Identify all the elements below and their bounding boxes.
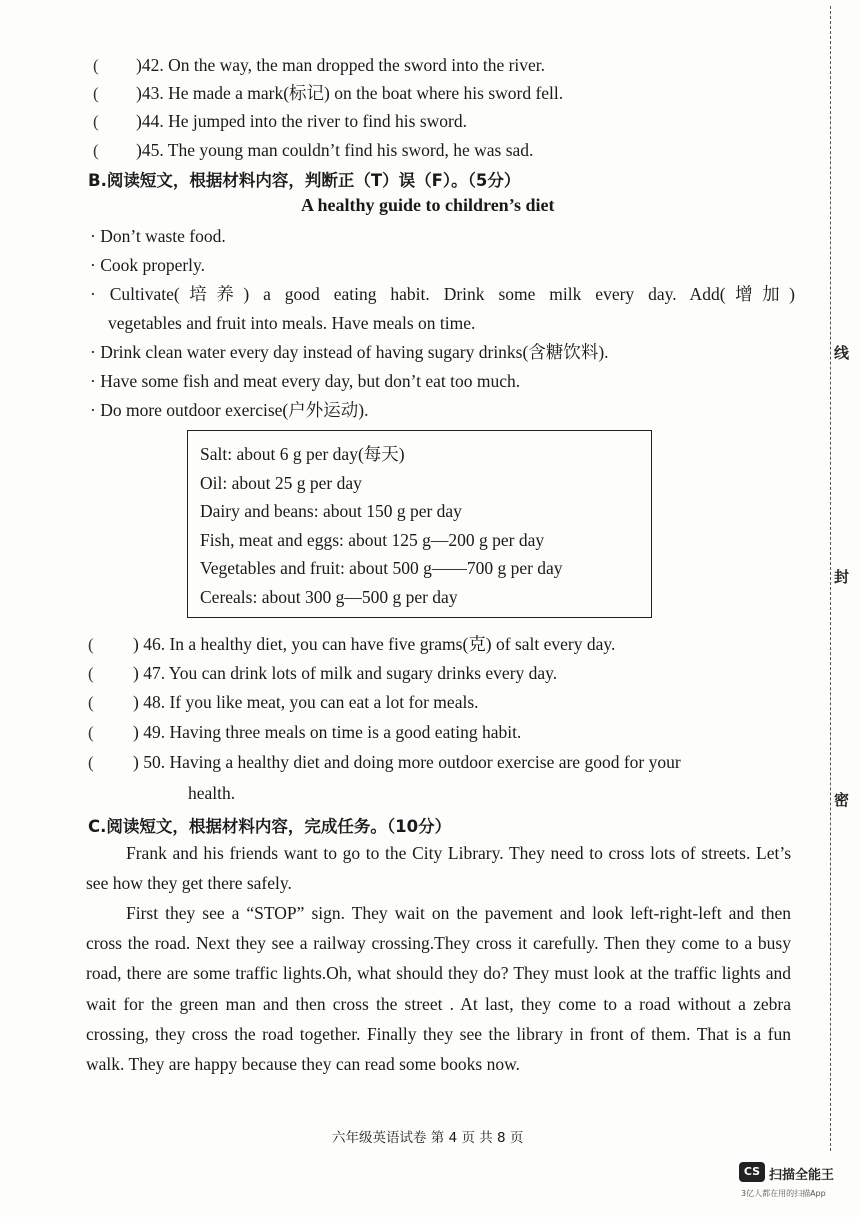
margin-mark-xian: 线 (834, 344, 850, 362)
camscanner-name: 扫描全能王 (769, 1168, 835, 1183)
answer-paren[interactable]: ( (88, 664, 94, 683)
passage-title: A healthy guide to children’s diet (301, 195, 555, 215)
box-line-dairy: Dairy and beans: about 150 g per day (200, 501, 462, 521)
question-43: )43. He made a mark(标记) on the boat where his sword fell. (136, 83, 564, 103)
binding-dash-line (830, 6, 831, 1151)
question-47: ) 47. You can drink lots of milk and sugary drinks every day. (133, 663, 558, 683)
question-48: ) 48. If you like meat, you can eat a lot for meals. (133, 692, 479, 712)
question-46: ) 46. In a healthy diet, you can have five grams(克) of salt every day. (133, 634, 616, 654)
guide-item: · Do more outdoor exercise(户外运动). (90, 400, 369, 420)
question-42: )42. On the way, the man dropped the sword into the river. (136, 55, 546, 75)
box-line-salt: Salt: about 6 g per day(每天) (200, 444, 405, 464)
section-c-heading: C.阅读短文，根据材料内容，完成任务。（10分） (88, 817, 452, 836)
answer-paren[interactable]: ( (88, 753, 94, 772)
box-line-cereals: Cereals: about 300 g—500 g per day (200, 586, 458, 607)
box-line-oil: Oil: about 25 g per day (200, 472, 362, 493)
box-line-fish: Fish, meat and eggs: about 125 g—200 g per day (200, 529, 545, 550)
diet-info-box (187, 430, 652, 618)
answer-paren[interactable]: ( (93, 141, 99, 160)
question-45: )45. The young man couldn’t find his sword, he was sad. (136, 140, 534, 160)
margin-mark-feng: 封 (834, 568, 850, 586)
answer-paren[interactable]: ( (93, 84, 99, 103)
passage-paragraph-2: First they see a “STOP” sign. They wait on the pavement and look left-right-left and then cross the road. Next they see a railway crossing.They cross it carefully. Then they come to a busy road, there are some traffic lights.Oh, what should they do? They must look at the traffic lights and wait for the green man and then cross the street . At last, they come to a road without a zebra crossing, they cross the road together. Finally they see the library in front of them. That is a fun walk. They are happy because they can read some books now. (86, 903, 791, 1075)
guide-item: · Cook properly. (90, 255, 206, 275)
margin-mark-mi: 密 (834, 791, 850, 809)
page-footer: 六年级英语试卷 第 4 页 共 8 页 (332, 1130, 524, 1146)
guide-item: · Cultivate(培养) a good eating habit. Drink some milk every day. Add(增加) (90, 284, 795, 304)
camscanner-logo-icon: CS (739, 1162, 765, 1182)
section-b-heading: B.阅读短文，根据材料内容，判断正（T）误（F）。（5分） (88, 171, 521, 190)
guide-item: · Don’t waste food. (90, 226, 226, 246)
guide-item-continued: vegetables and fruit into meals. Have meals on time. (108, 313, 476, 333)
question-49: ) 49. Having three meals on time is a good eating habit. (133, 722, 522, 742)
answer-paren[interactable]: ( (88, 635, 94, 654)
guide-item: · Have some fish and meat every day, but don’t eat too much. (90, 371, 521, 391)
passage-paragraph-1: Frank and his friends want to go to the City Library. They need to cross lots of streets. Let’s see how they get there safely. (86, 843, 791, 894)
camscanner-tagline: 3亿人都在用的扫描App (741, 1189, 826, 1198)
box-line-vegetables: Vegetables and fruit: about 500 g——700 g per day (200, 558, 563, 578)
answer-paren[interactable]: ( (88, 723, 94, 742)
question-50-continued: health. (188, 783, 236, 803)
answer-paren[interactable]: ( (88, 693, 94, 712)
question-44: )44. He jumped into the river to find his sword. (136, 111, 467, 131)
answer-paren[interactable]: ( (93, 112, 99, 131)
guide-item: · Drink clean water every day instead of having sugary drinks(含糖饮料). (90, 342, 609, 362)
answer-paren[interactable]: ( (93, 56, 99, 75)
question-50: ) 50. Having a healthy diet and doing more outdoor exercise are good for your (133, 752, 681, 772)
